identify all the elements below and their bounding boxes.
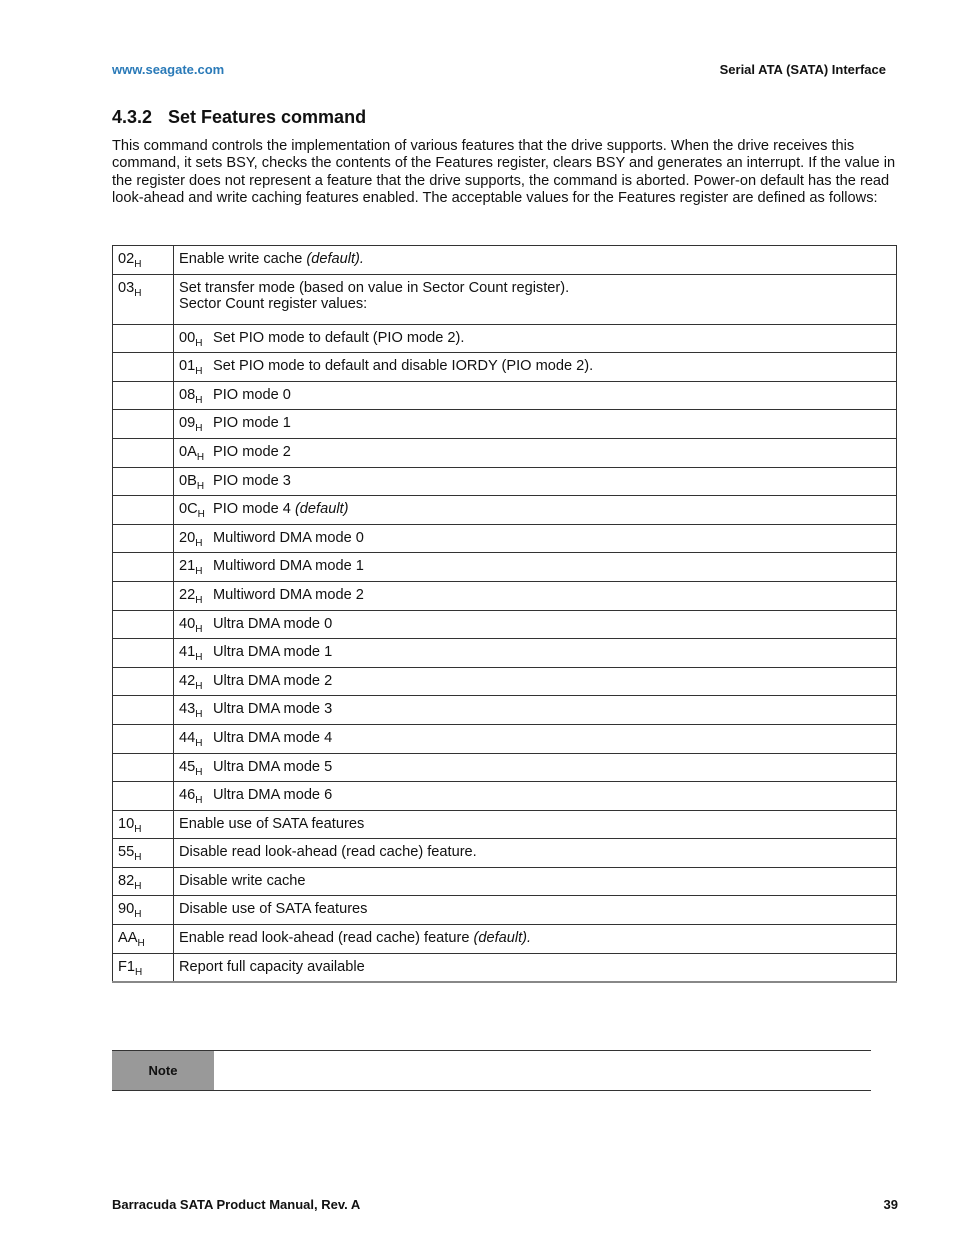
code-cell	[113, 810, 174, 839]
description-text: Set PIO mode to default and disable IORDY (PIO mode 2).	[213, 358, 594, 375]
code-cell	[113, 753, 174, 782]
hex-suffix: H	[134, 287, 142, 299]
description-text: PIO mode 4	[213, 501, 295, 518]
description-text: Enable read look-ahead (read cache) feature	[179, 930, 474, 947]
code-cell	[113, 696, 174, 725]
sub-value-code	[179, 415, 213, 435]
description-cell	[174, 438, 897, 467]
description-cell	[174, 810, 897, 839]
sub-value-code	[179, 558, 213, 578]
code-cell	[113, 867, 174, 896]
table-row	[113, 274, 897, 324]
section-intro: This command controls the implementation of various features that the drive supports. When the drive receives this command, it sets BSY, checks the contents of the Features register, clears BSY and generates an interrupt. If the value in the register does not represent a feature that the drive supports, the command is aborted. Power-on default has the read look-ahead and write caching features enabled. The acceptable values for the Features register are defined as follows:	[112, 138, 896, 207]
default-marker: (default).	[306, 251, 364, 267]
description-text: PIO mode 2	[213, 443, 291, 460]
table-row	[113, 324, 897, 353]
default-marker: (default).	[473, 930, 532, 947]
table-row	[113, 667, 897, 696]
description-text: Multiword DMA mode 0	[213, 529, 364, 546]
description-cell	[174, 553, 897, 582]
sub-value-code	[179, 644, 213, 664]
table-row	[113, 438, 897, 467]
code-cell	[113, 553, 174, 582]
hex-suffix: H	[195, 680, 203, 692]
description-cell	[174, 581, 897, 610]
description-text: Disable use of SATA features	[179, 901, 368, 918]
hex-code: 02	[118, 251, 135, 267]
description-cell	[174, 925, 897, 954]
hex-code: 42	[179, 672, 196, 689]
description-text: Ultra DMA mode 4	[213, 729, 333, 746]
hex-code: 00	[179, 329, 196, 346]
table-row	[113, 524, 897, 553]
table-row	[113, 782, 897, 811]
hex-code: 40	[179, 615, 196, 632]
hex-suffix: H	[195, 709, 203, 721]
code-cell	[113, 524, 174, 553]
hex-code: 22	[179, 586, 196, 603]
code-cell	[113, 467, 174, 496]
sub-value-code	[179, 443, 213, 463]
hex-code: 10	[118, 815, 135, 832]
description-text: Ultra DMA mode 5	[213, 758, 333, 775]
sub-value-code	[179, 501, 213, 521]
description-text: Set PIO mode to default (PIO mode 2).	[213, 329, 465, 346]
description-cell	[174, 953, 897, 982]
code-cell	[113, 438, 174, 467]
description-cell	[174, 696, 897, 725]
description-cell	[174, 524, 897, 553]
description-text: Disable write cache	[179, 872, 306, 889]
description-cell	[174, 839, 897, 868]
hex-code: 46	[179, 787, 196, 804]
description-line: Sector Count register values:	[179, 295, 368, 312]
hex-suffix: H	[134, 880, 142, 892]
table-row	[113, 639, 897, 668]
hex-suffix: H	[134, 823, 142, 835]
note-box	[112, 1050, 871, 1091]
table-row	[113, 696, 897, 725]
hex-suffix: H	[134, 852, 142, 864]
hex-suffix: H	[197, 509, 205, 521]
sub-value-code	[179, 329, 213, 349]
description-text: PIO mode 3	[213, 472, 291, 489]
hex-code: 55	[118, 844, 135, 861]
hex-code: 43	[179, 701, 196, 718]
description-cell	[174, 639, 897, 668]
sub-value-code	[179, 529, 213, 549]
description-text: Enable write cache	[179, 251, 307, 267]
sub-value-code	[179, 672, 213, 692]
description-cell	[174, 667, 897, 696]
section-title-text: Set Features command	[168, 107, 367, 127]
hex-suffix: H	[135, 966, 143, 978]
description-cell	[174, 867, 897, 896]
sub-value-code	[179, 586, 213, 606]
table-row	[113, 925, 897, 954]
code-cell	[113, 667, 174, 696]
hex-code: F1	[118, 958, 136, 975]
description-text: Ultra DMA mode 6	[213, 787, 333, 804]
hex-suffix: H	[195, 366, 203, 378]
table-row	[113, 810, 897, 839]
code-cell	[113, 953, 174, 982]
table-row	[113, 553, 897, 582]
code-cell	[113, 581, 174, 610]
table-row	[113, 496, 897, 525]
footer-manual-title: Barracuda SATA Product Manual, Rev. A	[112, 1197, 361, 1212]
hex-code: 0C	[179, 501, 198, 518]
code-cell	[113, 724, 174, 753]
hex-suffix: H	[196, 451, 205, 463]
hex-code: 01	[179, 358, 196, 375]
section-title	[112, 107, 366, 128]
hex-code: 08	[179, 386, 196, 403]
sub-value-code	[179, 729, 213, 749]
description-text: Multiword DMA mode 2	[213, 586, 364, 603]
code-cell	[113, 496, 174, 525]
table-row	[113, 610, 897, 639]
sub-value-code	[179, 701, 213, 721]
hex-suffix: H	[195, 623, 203, 635]
description-cell	[174, 410, 897, 439]
description-text: Ultra DMA mode 2	[213, 672, 333, 689]
description-cell	[174, 353, 897, 382]
hex-code: 82	[118, 872, 135, 889]
description-text: PIO mode 1	[213, 415, 291, 432]
hex-suffix: H	[195, 423, 203, 435]
hex-suffix: H	[195, 795, 203, 807]
code-cell	[113, 246, 174, 275]
code-cell	[113, 896, 174, 925]
note-label: Note	[112, 1051, 214, 1090]
code-cell	[113, 639, 174, 668]
table-row	[113, 467, 897, 496]
description-cell	[174, 324, 897, 353]
hex-code: 09	[179, 415, 196, 432]
code-cell	[113, 925, 174, 954]
hex-suffix: H	[134, 259, 142, 270]
hex-code: AA	[118, 930, 138, 947]
header-chapter-title: Serial ATA (SATA) Interface	[719, 62, 886, 77]
description-cell	[174, 753, 897, 782]
description-cell	[174, 381, 897, 410]
hex-code: 45	[179, 758, 196, 775]
description-cell	[174, 724, 897, 753]
description-cell	[174, 610, 897, 639]
sub-value-code	[179, 787, 213, 807]
code-cell	[113, 610, 174, 639]
description-cell	[174, 246, 897, 275]
sub-value-code	[179, 386, 213, 406]
table-row	[113, 246, 897, 275]
hex-suffix: H	[195, 394, 203, 406]
table-row	[113, 867, 897, 896]
hex-suffix: H	[195, 537, 203, 549]
description-cell	[174, 274, 897, 324]
header-website-link[interactable]: www.seagate.com	[112, 62, 225, 77]
description-cell	[174, 496, 897, 525]
hex-suffix: H	[134, 909, 142, 921]
table-row	[113, 953, 897, 982]
hex-suffix: H	[195, 737, 203, 749]
default-marker: (default)	[294, 501, 349, 518]
table-row	[113, 410, 897, 439]
hex-suffix: H	[195, 566, 203, 578]
hex-suffix: H	[196, 480, 205, 492]
code-cell	[113, 839, 174, 868]
code-cell	[113, 381, 174, 410]
description-text: Multiword DMA mode 1	[213, 558, 364, 575]
hex-suffix: H	[195, 766, 203, 778]
footer-page-number: 39	[883, 1197, 898, 1212]
code-cell	[113, 782, 174, 811]
description-cell	[174, 896, 897, 925]
hex-code: 0A	[179, 443, 197, 460]
description-text: PIO mode 0	[213, 386, 291, 403]
code-cell	[113, 353, 174, 382]
description-text: Enable use of SATA features	[179, 815, 365, 832]
description-cell	[174, 782, 897, 811]
description-line: Set transfer mode (based on value in Sector Count register).	[179, 279, 570, 296]
hex-suffix: H	[195, 652, 203, 664]
hex-suffix: H	[137, 938, 145, 950]
sub-value-code	[179, 615, 213, 635]
description-text: Ultra DMA mode 0	[213, 615, 333, 632]
hex-suffix: H	[195, 337, 203, 349]
section-number: 4.3.2	[112, 107, 153, 127]
features-register-table	[112, 245, 897, 983]
description-cell	[174, 467, 897, 496]
hex-code: 44	[179, 729, 196, 746]
hex-code: 20	[179, 529, 196, 546]
description-text: Ultra DMA mode 3	[213, 701, 333, 718]
table-row	[113, 353, 897, 382]
hex-code: 90	[118, 901, 135, 918]
table-row	[113, 896, 897, 925]
description-text: Ultra DMA mode 1	[213, 644, 333, 661]
table-row	[113, 581, 897, 610]
table-row	[113, 381, 897, 410]
hex-code: 0B	[179, 472, 197, 489]
description-text: Report full capacity available	[179, 958, 365, 975]
table-row	[113, 839, 897, 868]
sub-value-code	[179, 472, 213, 492]
table-row	[113, 753, 897, 782]
code-cell	[113, 324, 174, 353]
hex-code: 03	[118, 279, 135, 296]
hex-code: 21	[179, 558, 196, 575]
code-cell	[113, 410, 174, 439]
hex-suffix: H	[195, 594, 203, 606]
sub-value-code	[179, 358, 213, 378]
code-cell	[113, 274, 174, 324]
hex-code: 41	[179, 644, 196, 661]
table-row	[113, 724, 897, 753]
sub-value-code	[179, 758, 213, 778]
description-text: Disable read look-ahead (read cache) feature.	[179, 844, 477, 861]
